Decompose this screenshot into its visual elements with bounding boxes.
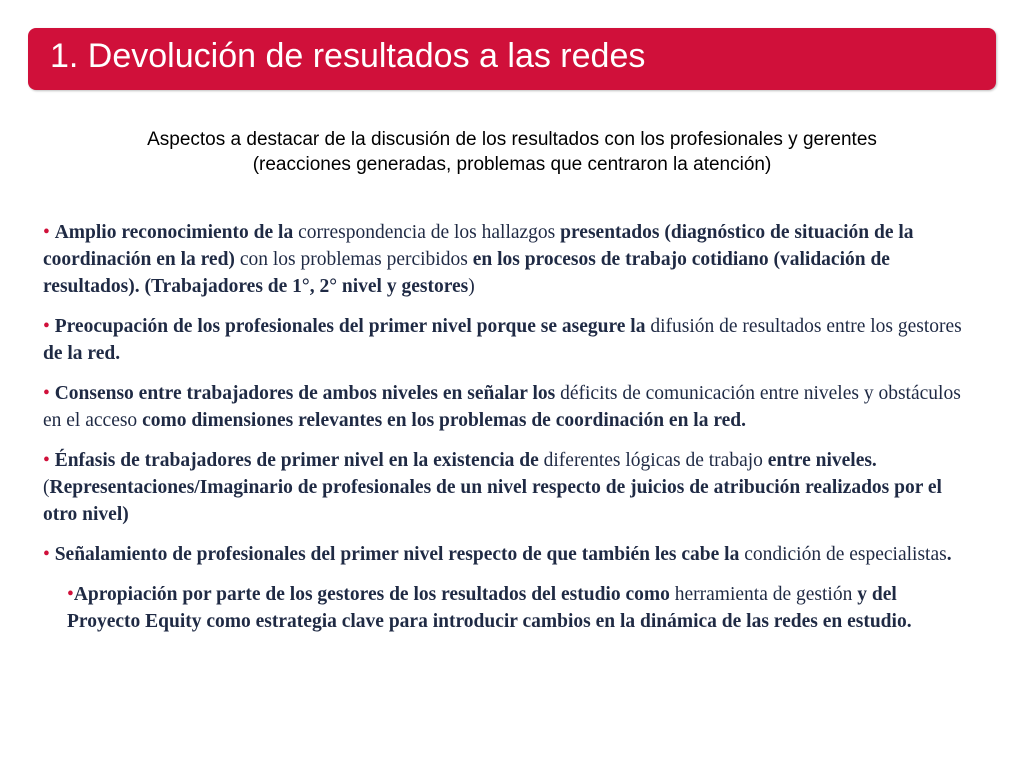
bullet-text-bold: Énfasis de trabajadores de primer nivel en la existencia de (54, 450, 539, 471)
bullet-text-bold: presentados (diagnóstico de situación de la coordinación en la red) (43, 222, 914, 270)
bullet-text: diferentes lógicas de trabajo (538, 450, 768, 471)
bullet-text-bold: . (946, 544, 952, 565)
bullet-text-bold: Representaciones/Imaginario de profesionales de un nivel respecto de juicios de atribución realizados por el otro nivel) (43, 477, 942, 525)
bullet-item (43, 313, 973, 367)
bullet-marker: • (43, 383, 55, 404)
bullet-text-bold: como dimensiones relevantes en los problemas de coordinación en la red. (142, 410, 747, 431)
bullet-marker: • (43, 316, 55, 337)
slide-title: 1. Devolución de resultados a las redes (50, 37, 646, 75)
bullet-list (43, 219, 973, 648)
bullet-text-bold: Consenso entre trabajadores de ambos niveles en señalar los (54, 383, 556, 404)
bullet-text-bold: Apropiación por parte de los gestores de los resultados del estudio como (73, 584, 670, 605)
bullet-text: déficits de comunicación entre niveles y obstáculos en el acceso (43, 383, 961, 431)
bullet-text-bold: de la red. (43, 343, 121, 364)
bullet-item (43, 541, 973, 568)
bullet-item (43, 380, 973, 434)
bullet-text: condición de especialistas (739, 544, 947, 565)
bullet-marker: • (43, 450, 55, 471)
bullet-text: ( (43, 477, 50, 498)
subtitle-line-2: (reacciones generadas, problemas que centraron la atención) (252, 154, 772, 175)
bullet-text-bold: Amplio reconocimiento de la (54, 222, 294, 243)
bullet-text: difusión de resultados entre los gestores (645, 316, 962, 337)
bullet-text-bold: Preocupación de los profesionales del primer nivel porque se asegure la (54, 316, 646, 337)
bullet-text: con los problemas percibidos (234, 249, 473, 270)
slide-subtitle (40, 127, 984, 177)
title-bar (28, 28, 996, 90)
bullet-item (43, 219, 973, 300)
bullet-item (43, 447, 973, 528)
bullet-item (67, 581, 973, 635)
bullet-marker: • (43, 222, 55, 243)
bullet-marker: • (43, 544, 55, 565)
bullet-marker: • (67, 584, 74, 605)
bullet-text-bold: y del Proyecto Equity como estrategia clave para introducir cambios en la dinámica de las redes en estudio. (67, 584, 912, 632)
subtitle-line-1: Aspectos a destacar de la discusión de los resultados con los profesionales y gerentes (147, 129, 877, 150)
bullet-text: herramienta de gestión (669, 584, 858, 605)
bullet-text: ) (468, 276, 475, 297)
bullet-text-bold: Señalamiento de profesionales del primer nivel respecto de que también les cabe la (54, 544, 740, 565)
bullet-text: correspondencia de los hallazgos (293, 222, 561, 243)
bullet-text-bold: entre niveles. (767, 450, 877, 471)
bullet-text-bold: en los procesos de trabajo cotidiano (validación de resultados). (Trabajadores de 1°, 2° nivel y gestores (43, 249, 890, 297)
